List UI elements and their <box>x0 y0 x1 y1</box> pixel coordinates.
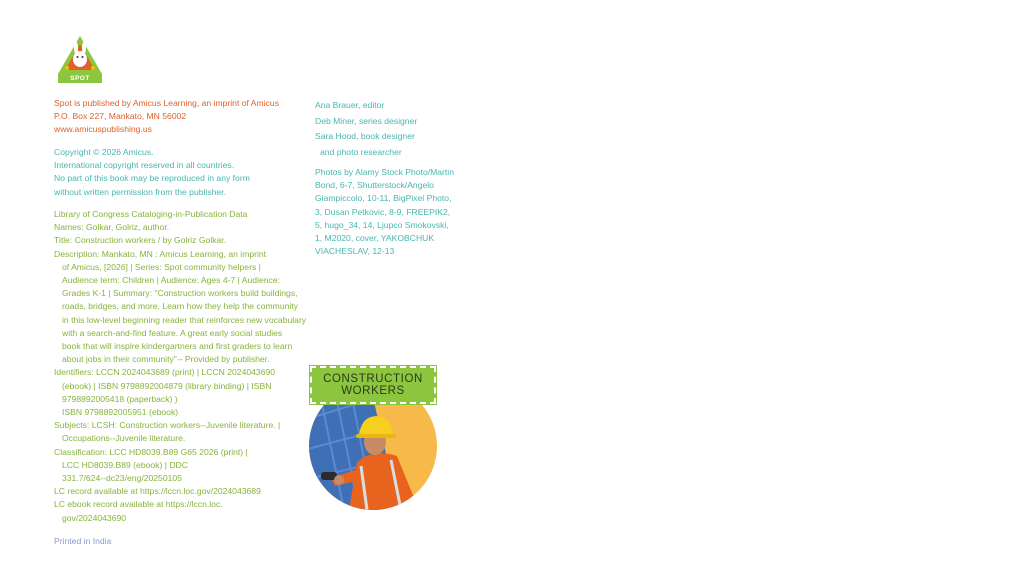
cip-line: 331.7/624--dc23/eng/20250105 <box>62 473 182 484</box>
printed-in: Printed in India <box>54 536 112 546</box>
cip-line: Occupations--Juvenile literature. <box>62 433 186 444</box>
construction-worker-photo-icon <box>309 400 437 510</box>
cip-line: Grades K-1 | Summary: "Construction workers build buildings, <box>62 288 298 299</box>
cover-title-banner <box>310 366 436 404</box>
publisher-line: Spot is published by Amicus Learning, an imprint of Amicus <box>54 98 279 108</box>
cip-line: in this low-level beginning reader that reinforces new vocabulary <box>62 314 307 325</box>
cip-line: (ebook) | ISBN 9798892004879 (library binding) | ISBN <box>62 380 272 391</box>
photo-credit-line: Bond, 6-7, Shutterstock/Angelo <box>315 180 434 191</box>
credit-line: and photo researcher <box>320 146 402 157</box>
logo-label: SPOT <box>70 75 90 82</box>
cover-title-line1: CONSTRUCTION <box>323 373 423 385</box>
copyright-line: Copyright © 2026 Amicus. <box>54 147 154 157</box>
copyright-line: without written permission from the publisher. <box>54 186 226 197</box>
cip-line: LC ebook record available at https://lccn.loc. <box>54 499 223 510</box>
cip-line: about jobs in their community"-- Provided by publisher. <box>62 354 270 365</box>
photo-credit-line: 1, M2020, cover, YAKOBCHUK <box>315 233 435 244</box>
photo-credit-line: VIACHESLAV, 12-13 <box>315 246 395 257</box>
cover-title-line2: WORKERS <box>341 385 405 397</box>
spot-logo <box>54 34 106 86</box>
photo-credit-line: Photos by Alamy Stock Photo/Martin <box>315 167 454 177</box>
publisher-address: P.O. Box 227, Mankato, MN 56002 <box>54 111 187 122</box>
cip-line: Classification: LCC HD8039.B89 G65 2026 (print) | <box>54 446 248 457</box>
cip-line: with a search-and-find feature. A great early social studies <box>62 327 283 338</box>
cip-line: Description: Mankato, MN : Amicus Learning, an imprint <box>54 248 267 259</box>
photo-credit-line: 3, Dusan Petkovic, 8-9, FREEPIK2, <box>315 206 451 217</box>
cip-line: Library of Congress Cataloging-in-Publication Data <box>54 209 248 219</box>
credit-line: Sara Hood, book designer <box>315 131 415 141</box>
cip-line: 9798892005418 (paperback) ) <box>62 393 178 404</box>
cip-line: gov/2024043690 <box>62 512 127 523</box>
publisher-block <box>54 97 279 137</box>
cip-line: roads, bridges, and more. Learn how they help the community <box>62 301 298 312</box>
photo-credit-line: Giampiccolo, 10-11, BigPixel Photo, <box>315 193 452 204</box>
cip-line: Audience term: Children | Audience: Ages 4-7 | Audience: <box>62 275 281 286</box>
cip-line: of Amicus, [2026] | Series: Spot community helpers | <box>62 261 261 272</box>
cip-line: LCC HD8039.B89 (ebook) | DDC <box>62 459 188 470</box>
photo-credit-line: 5, hugo_34, 14, Ljupco Smokovski, <box>315 219 449 230</box>
copyright-line: International copyright reserved in all countries. <box>54 160 235 171</box>
cip-line: Identifiers: LCCN 2024043689 (print) | LCCN 2024043690 <box>54 367 276 378</box>
copyright-line: No part of this book may be reproduced in any form <box>54 173 250 184</box>
cip-line: ISBN 9798892005951 (ebook) <box>62 407 179 418</box>
copyright-block <box>54 146 250 199</box>
credits-block <box>315 98 417 160</box>
publisher-url: www.amicuspublishing.us <box>54 124 152 135</box>
credit-line: Ana Brauer, editor <box>315 100 385 110</box>
photo-credits-block <box>315 166 454 258</box>
cip-line: LC record available at https://lccn.loc.gov/2024043689 <box>54 486 261 497</box>
cip-line: Title: Construction workers / by Golriz Golkar. <box>54 235 227 246</box>
cip-line: Subjects: LCSH: Construction workers--Juvenile literature. | <box>54 420 281 431</box>
cip-line: book that will inspire kindergartners and first graders to learn <box>62 341 293 352</box>
credit-line: Deb Miner, series designer <box>315 115 418 126</box>
cip-line: Names: Golkar, Golriz, author. <box>54 222 170 233</box>
cip-block <box>54 208 306 525</box>
book-cover-thumbnail <box>308 366 438 516</box>
